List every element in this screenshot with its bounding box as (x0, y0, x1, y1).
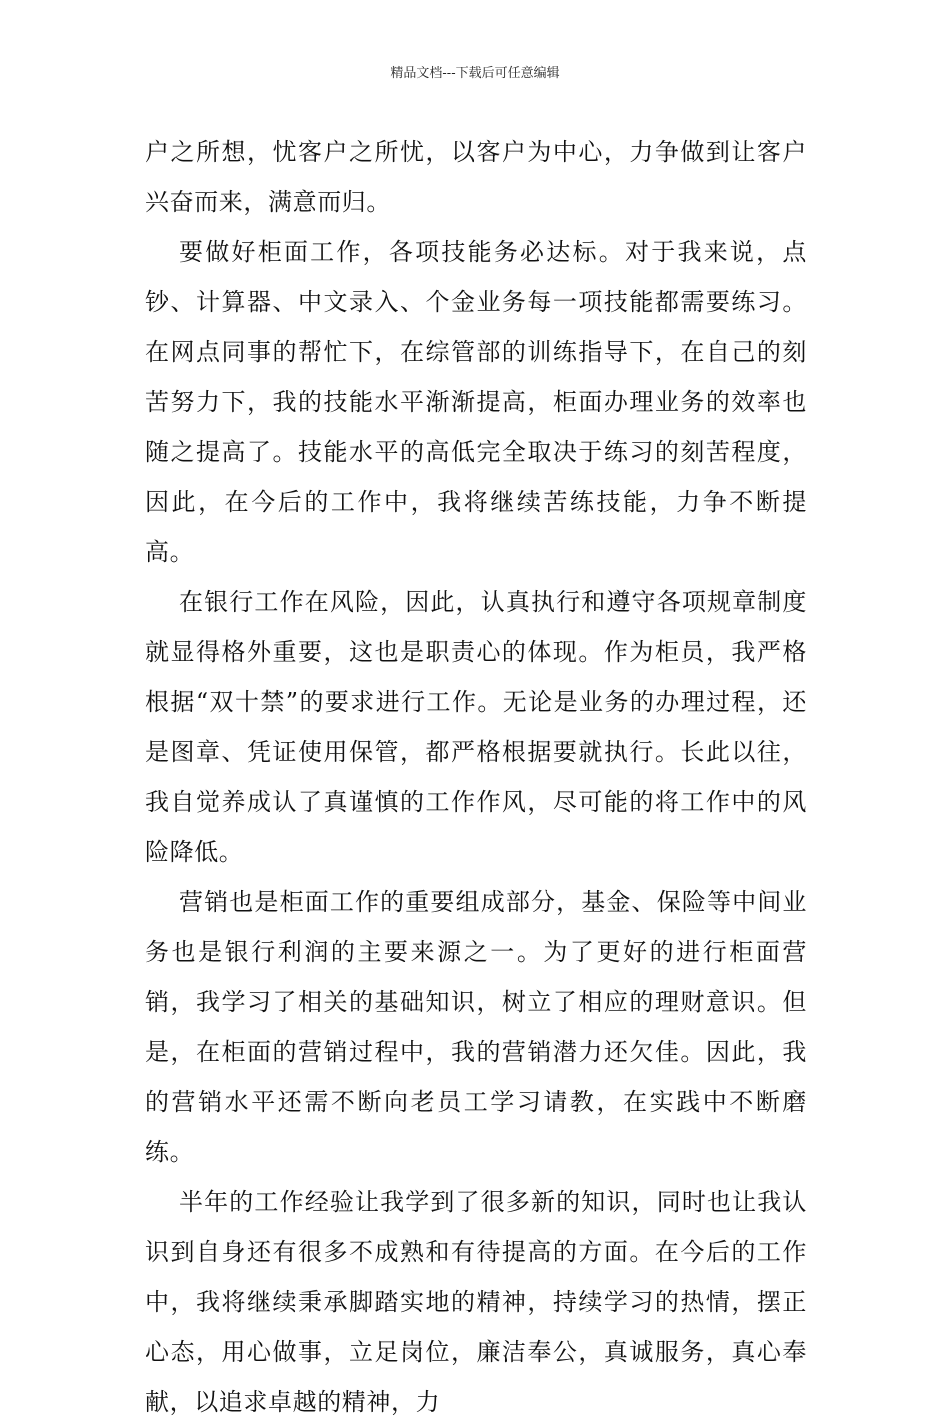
paragraph-3: 在银行工作在风险，因此，认真执行和遵守各项规章制度就显得格外重要，这也是职责心的体现。作为柜员，我严格根据“双十禁”的要求进行工作。无论是业务的办理过程，还是图章、凭证使用保管，都严格根据要就执行。长此以往，我自觉养成认了真谨慎的工作作风，尽可能的将工作中的风险降低。 (145, 588, 807, 866)
page-header: 精品文档---下载后可任意编辑 (390, 66, 560, 81)
paragraph-5: 半年的工作经验让我学到了很多新的知识，同时也让我认识到自身还有很多不成熟和有待提高的方面。在今后的工作中，我将继续秉承脚踏实地的精神，持续学习的热情，摆正心态，用心做事，立足岗位，廉洁奉公，真诚服务，真心奉献，以追求卓越的精神，力 (145, 1188, 807, 1416)
paragraph-2: 要做好柜面工作，各项技能务必达标。对于我来说，点钞、计算器、中文录入、个金业务每一项技能都需要练习。在网点同事的帮忙下，在综管部的训练指导下，在自己的刻苦努力下，我的技能水平渐渐提高，柜面办理业务的效率也随之提高了。技能水平的高低完全取决于练习的刻苦程度，因此，在今后的工作中，我将继续苦练技能，力争不断提高。 (145, 238, 807, 566)
paragraph-1: 户之所想，忧客户之所忧，以客户为中心，力争做到让客户兴奋而来，满意而归。 (145, 138, 807, 216)
document-body (145, 127, 807, 1427)
paragraph-4: 营销也是柜面工作的重要组成部分，基金、保险等中间业务也是银行利润的主要来源之一。为了更好的进行柜面营销，我学习了相关的基础知识，树立了相应的理财意识。但是，在柜面的营销过程中，我的营销潜力还欠佳。因此，我的营销水平还需不断向老员工学习请教，在实践中不断磨练。 (145, 888, 807, 1166)
